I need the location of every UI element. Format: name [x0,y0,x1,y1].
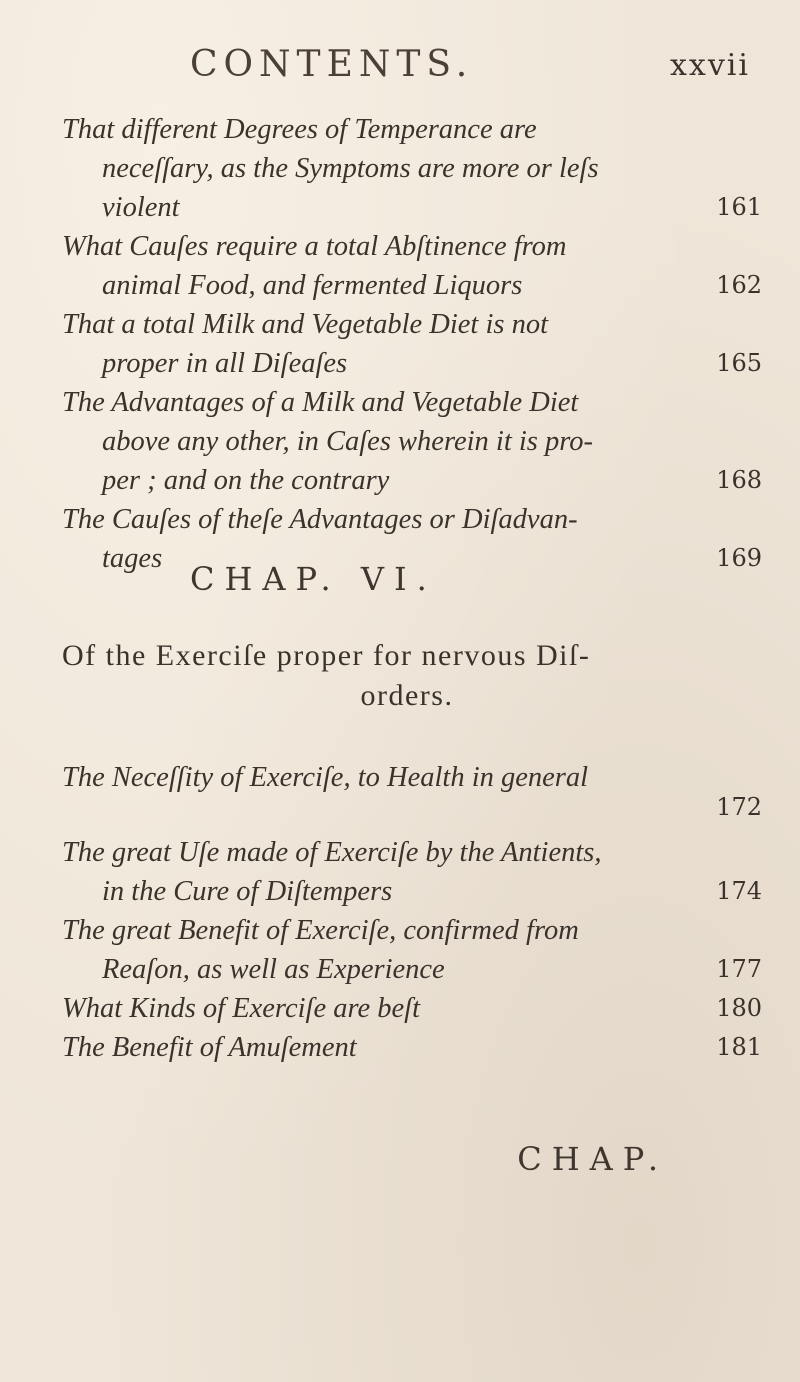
entry-line: The great Benefit of Exerciſe, confirmed from [62,915,579,946]
entry-page-number: 168 [716,466,762,494]
entry-line: in the Cure of Diſtempers [102,876,393,907]
page-header [190,44,750,94]
entry-line: The Advantages of a Milk and Vegetable Diet [62,387,579,418]
entry-page-number: 161 [716,193,762,221]
running-head: CONTENTS. [190,44,474,85]
toc-section-diet [62,110,762,578]
entry-page-number: 174 [716,877,762,905]
entry-line: proper in all Diſeaſes [102,348,348,379]
entry-line: What Cauſes require a total Abſtinence from [62,231,567,262]
toc-entry [62,833,762,911]
entry-page-number: 177 [716,955,762,983]
entry-page-number: 165 [716,349,762,377]
entry-line: The Neceſſity of Exerciſe, to Health in general [62,762,589,793]
entry-line: violent [102,192,180,223]
entry-line: That different Degrees of Temperance are [62,114,537,145]
entry-page-number: 169 [716,544,762,572]
toc-entry [62,1028,762,1067]
entry-page-number: 162 [716,271,762,299]
entry-line: That a total Milk and Vegetable Diet is not [62,309,549,340]
entry-line: neceſſary, as the Symptoms are more or leſs [102,153,599,184]
entry-line: animal Food, and fermented Liquors [102,270,523,301]
toc-entry [62,383,762,500]
chapter-heading: CHAP. VI. [190,560,437,598]
page-number: xxvii [670,48,750,83]
entry-line: Reaſon, as well as Experience [102,954,445,985]
entry-line: What Kinds of Exerciſe are beſt [62,993,421,1024]
entry-line: above any other, in Caſes wherein it is pro- [102,426,594,457]
toc-entry [62,305,762,383]
toc-entry [62,911,762,989]
chapter-title-line: orders. [360,679,454,712]
toc-entry [62,989,762,1028]
toc-entry [62,110,762,227]
entry-page-number: 180 [716,994,762,1022]
toc-section-exercise [62,758,762,1067]
entry-line: per ; and on the contrary [102,465,390,496]
catchword: CHAP. [517,1140,668,1178]
entry-line: tages [102,543,163,574]
chapter-title-line: Of the Exerciſe proper for nervous Diſ- [62,639,591,672]
entry-line: The Cauſes of theſe Advantages or Diſadvan- [62,504,578,535]
chapter-title [62,636,752,716]
toc-entry [62,227,762,305]
entry-page-number: 172 [716,793,762,821]
entry-page-number: 181 [716,1033,762,1061]
entry-line: The great Uſe made of Exerciſe by the Antients, [62,837,602,868]
entry-line: The Benefit of Amuſement [62,1032,357,1063]
toc-entry [62,758,762,827]
